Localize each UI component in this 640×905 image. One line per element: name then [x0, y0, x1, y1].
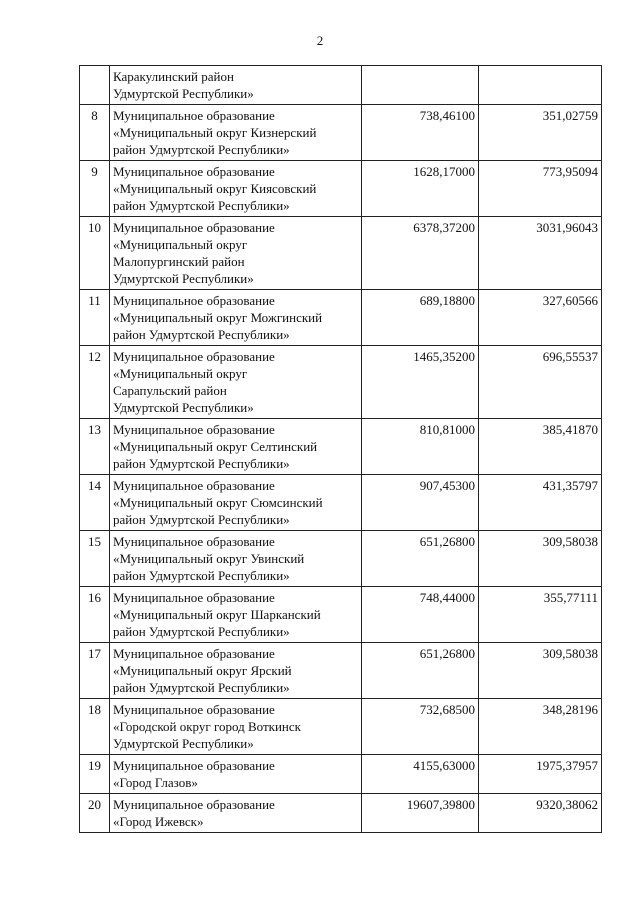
- row-number: 18: [80, 699, 110, 755]
- value-column-2: [479, 66, 602, 105]
- municipality-name-line: Муниципальное образование: [113, 646, 275, 661]
- value-column-2: 3031,96043: [479, 217, 602, 290]
- municipality-name-line: Муниципальное образование: [113, 702, 275, 717]
- municipality-name: [110, 290, 362, 346]
- municipality-name: [110, 699, 362, 755]
- municipality-name-line: Муниципальное образование: [113, 293, 275, 308]
- municipality-name-line: Муниципальное образование: [113, 534, 275, 549]
- municipality-name: [110, 755, 362, 794]
- table-row: [80, 66, 602, 105]
- municipality-name-line: Муниципальное образование: [113, 220, 275, 235]
- row-number: 17: [80, 643, 110, 699]
- municipality-name-line: район Удмуртской Республики»: [113, 680, 290, 695]
- value-column-1: 907,45300: [362, 475, 479, 531]
- row-number: 10: [80, 217, 110, 290]
- municipality-name: [110, 217, 362, 290]
- row-number: 13: [80, 419, 110, 475]
- table-row: [80, 217, 602, 290]
- municipality-name-line: район Удмуртской Республики»: [113, 198, 290, 213]
- value-column-2: 355,77111: [479, 587, 602, 643]
- table-row: [80, 419, 602, 475]
- row-number: 15: [80, 531, 110, 587]
- municipality-name-line: район Удмуртской Республики»: [113, 327, 290, 342]
- municipality-name-line: «Муниципальный округ Киясовский: [113, 181, 317, 196]
- value-column-2: 1975,37957: [479, 755, 602, 794]
- municipality-name-line: район Удмуртской Республики»: [113, 512, 290, 527]
- value-column-1: 651,26800: [362, 643, 479, 699]
- table-row: [80, 699, 602, 755]
- municipality-name-line: район Удмуртской Республики»: [113, 568, 290, 583]
- municipality-name-line: «Муниципальный округ: [113, 366, 248, 381]
- municipality-name: [110, 643, 362, 699]
- table-row: [80, 346, 602, 419]
- municipality-name-line: «Городской округ город Воткинск: [113, 719, 301, 734]
- value-column-2: 696,55537: [479, 346, 602, 419]
- value-column-2: 773,95094: [479, 161, 602, 217]
- municipality-name: [110, 475, 362, 531]
- row-number: 20: [80, 794, 110, 833]
- municipality-name-line: Удмуртской Республики»: [113, 271, 254, 286]
- value-column-1: 651,26800: [362, 531, 479, 587]
- table-row: [80, 161, 602, 217]
- municipality-name-line: Малопургинский район: [113, 254, 245, 269]
- table-row: [80, 105, 602, 161]
- municipality-name-line: «Муниципальный округ Можгинский: [113, 310, 323, 325]
- row-number: 19: [80, 755, 110, 794]
- municipality-name-line: Муниципальное образование: [113, 590, 275, 605]
- value-column-1: [362, 66, 479, 105]
- municipality-name-line: «Муниципальный округ Сюмсинский: [113, 495, 323, 510]
- value-column-1: 689,18800: [362, 290, 479, 346]
- value-column-1: 1465,35200: [362, 346, 479, 419]
- municipality-name-line: «Муниципальный округ Ярский: [113, 663, 292, 678]
- municipality-name: [110, 161, 362, 217]
- municipality-name-line: Муниципальное образование: [113, 758, 275, 773]
- value-column-1: 6378,37200: [362, 217, 479, 290]
- table-body: [80, 66, 602, 833]
- table-row: [80, 290, 602, 346]
- value-column-2: 9320,38062: [479, 794, 602, 833]
- table-row: [80, 531, 602, 587]
- row-number: 14: [80, 475, 110, 531]
- table-row: [80, 475, 602, 531]
- municipality-name-line: «Город Глазов»: [113, 775, 198, 790]
- municipality-name: [110, 587, 362, 643]
- value-column-1: 732,68500: [362, 699, 479, 755]
- municipality-name-line: «Муниципальный округ Кизнерский: [113, 125, 317, 140]
- municipality-name: [110, 66, 362, 105]
- value-column-2: 351,02759: [479, 105, 602, 161]
- municipality-name-line: Муниципальное образование: [113, 164, 275, 179]
- table-row: [80, 643, 602, 699]
- value-column-1: 748,44000: [362, 587, 479, 643]
- municipality-name-line: «Город Ижевск»: [113, 814, 204, 829]
- table-row: [80, 755, 602, 794]
- municipality-name-line: Удмуртской Республики»: [113, 86, 254, 101]
- municipality-name-line: Муниципальное образование: [113, 478, 275, 493]
- value-column-2: 327,60566: [479, 290, 602, 346]
- table-row: [80, 794, 602, 833]
- municipality-name-line: район Удмуртской Республики»: [113, 624, 290, 639]
- value-column-1: 738,46100: [362, 105, 479, 161]
- municipality-name-line: район Удмуртской Республики»: [113, 142, 290, 157]
- municipality-name: [110, 419, 362, 475]
- municipality-name-line: район Удмуртской Республики»: [113, 456, 290, 471]
- row-number: 12: [80, 346, 110, 419]
- municipality-name-line: Муниципальное образование: [113, 797, 275, 812]
- municipality-name: [110, 531, 362, 587]
- municipality-name-line: Муниципальное образование: [113, 349, 275, 364]
- value-column-1: 4155,63000: [362, 755, 479, 794]
- municipality-name: [110, 105, 362, 161]
- municipality-name-line: «Муниципальный округ Увинский: [113, 551, 305, 566]
- value-column-1: 19607,39800: [362, 794, 479, 833]
- row-number: 9: [80, 161, 110, 217]
- municipality-name-line: «Муниципальный округ Селтинский: [113, 439, 318, 454]
- allocation-table: [79, 65, 602, 833]
- page-number: 2: [316, 33, 324, 48]
- row-number: 8: [80, 105, 110, 161]
- value-column-2: 309,58038: [479, 531, 602, 587]
- value-column-2: 385,41870: [479, 419, 602, 475]
- value-column-2: 309,58038: [479, 643, 602, 699]
- municipality-name-line: Муниципальное образование: [113, 108, 275, 123]
- row-number: 16: [80, 587, 110, 643]
- value-column-1: 810,81000: [362, 419, 479, 475]
- row-number: 11: [80, 290, 110, 346]
- municipality-name-line: Удмуртской Республики»: [113, 400, 254, 415]
- row-number: [80, 66, 110, 105]
- municipality-name-line: «Муниципальный округ: [113, 237, 248, 252]
- municipality-name-line: Удмуртской Республики»: [113, 736, 254, 751]
- municipality-name: [110, 794, 362, 833]
- municipality-name-line: Муниципальное образование: [113, 422, 275, 437]
- municipality-name-line: Каракулинский район: [113, 69, 234, 84]
- value-column-2: 431,35797: [479, 475, 602, 531]
- value-column-1: 1628,17000: [362, 161, 479, 217]
- table-row: [80, 587, 602, 643]
- municipality-name-line: Сарапульский район: [113, 383, 227, 398]
- municipality-name-line: «Муниципальный округ Шарканский: [113, 607, 321, 622]
- value-column-2: 348,28196: [479, 699, 602, 755]
- municipality-name: [110, 346, 362, 419]
